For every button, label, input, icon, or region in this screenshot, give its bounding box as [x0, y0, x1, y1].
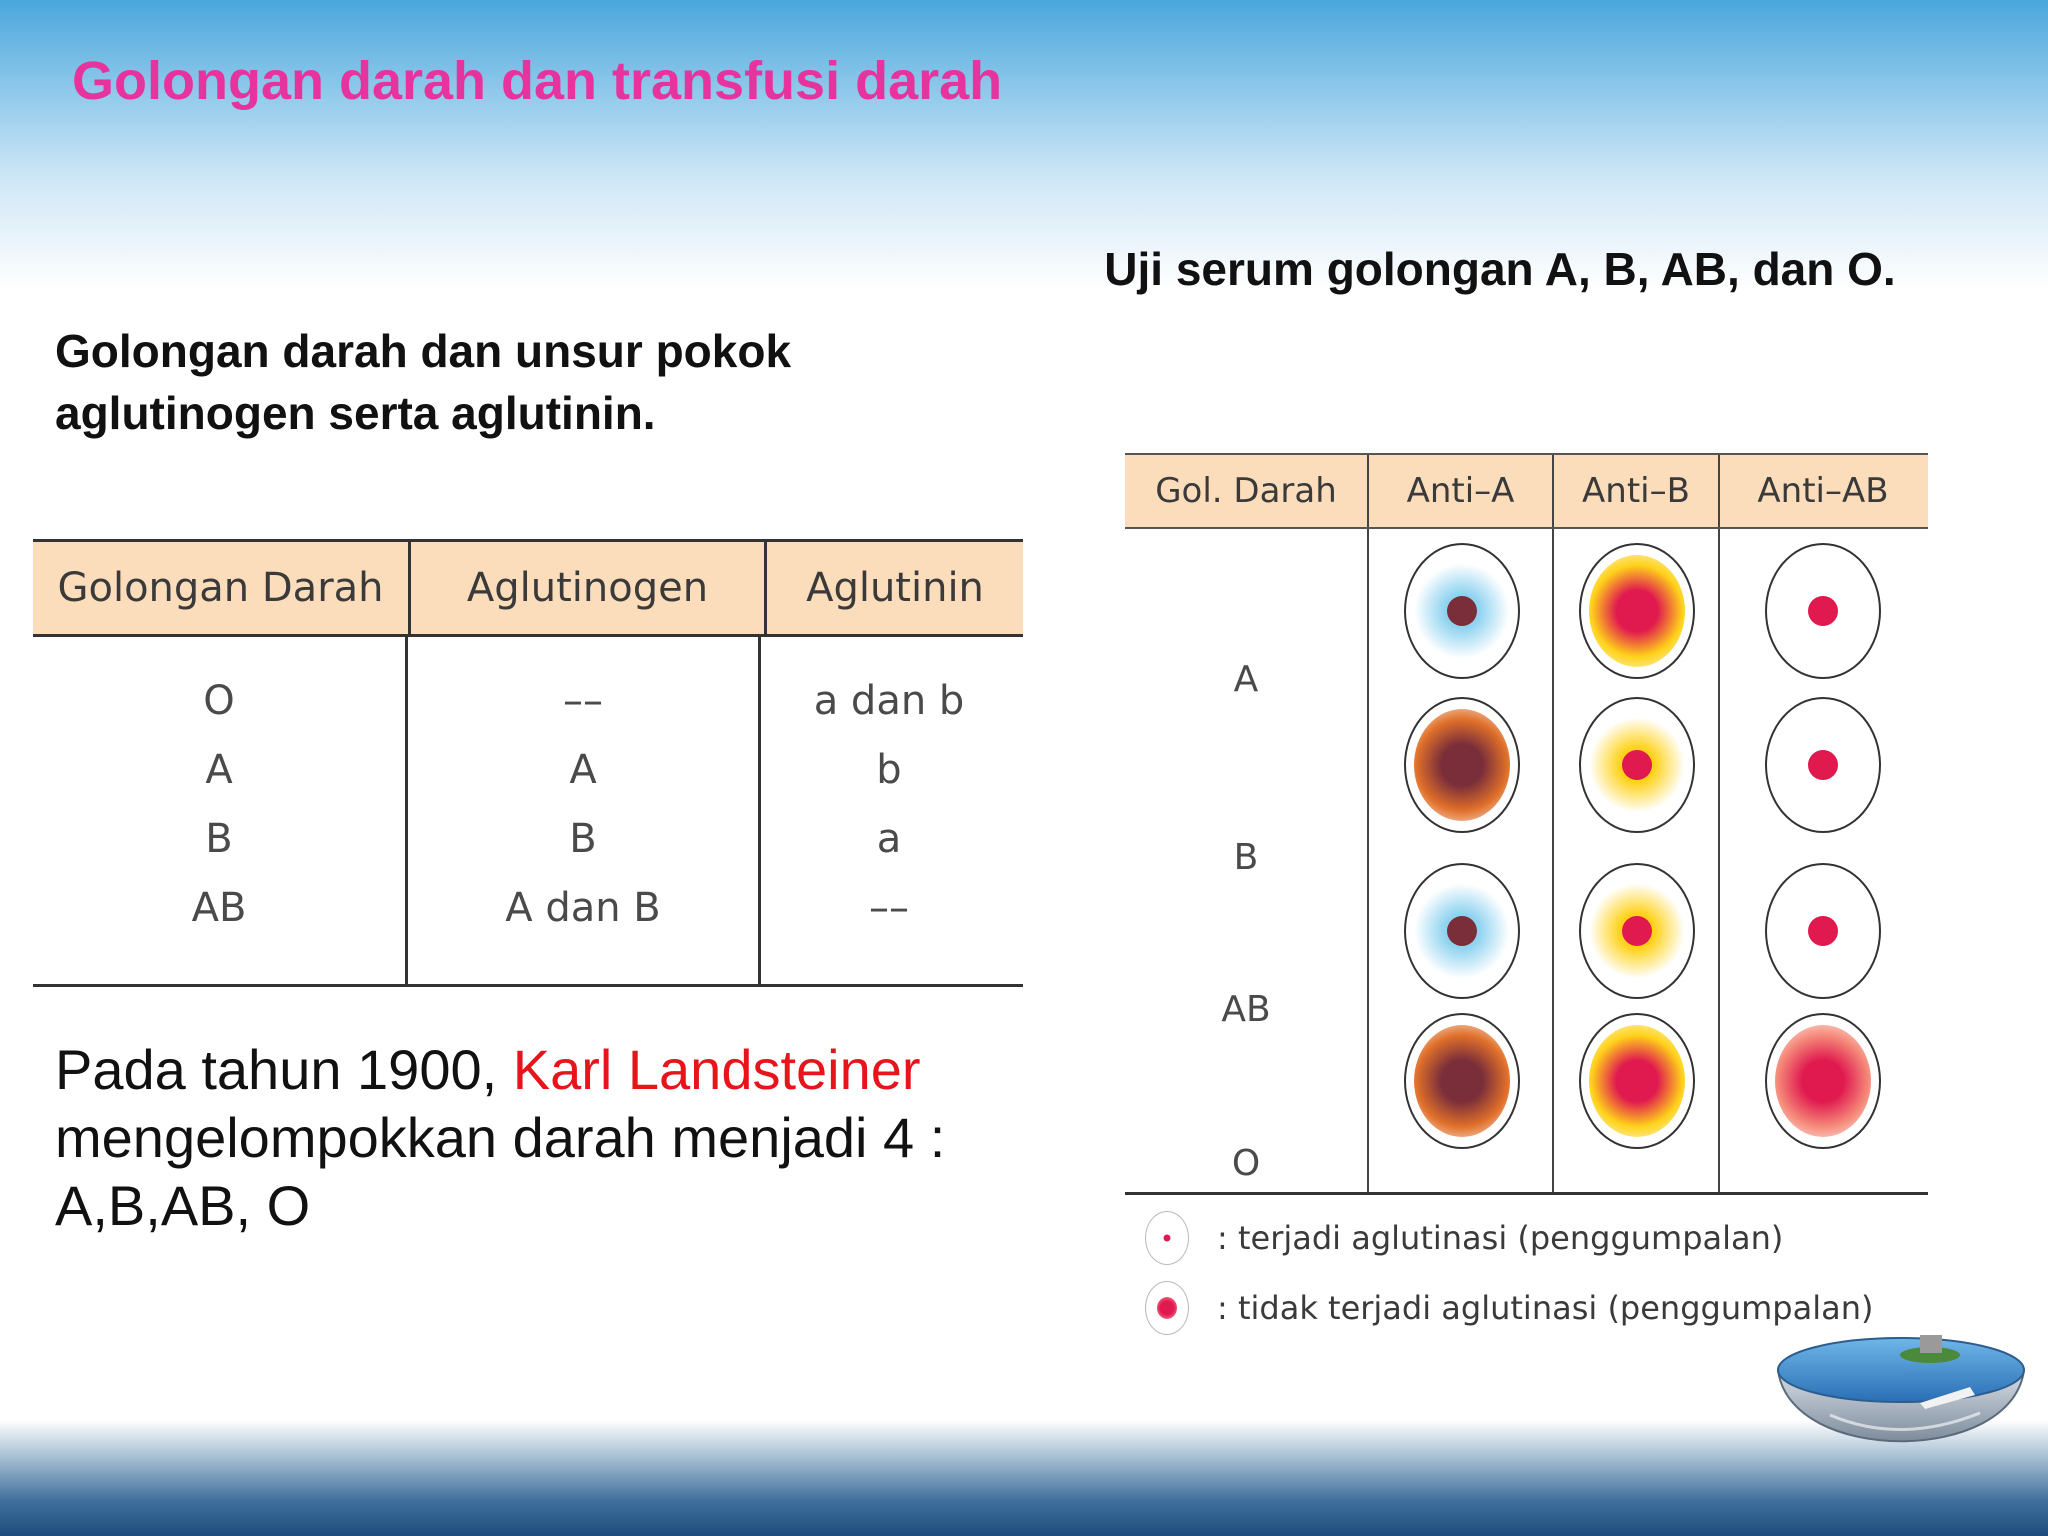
left-section-heading: Golongan darah dan unsur pokok aglutinogen serta aglutinin. [55, 325, 792, 439]
slide-title: Golongan darah dan transfusi darah [72, 51, 1003, 111]
table-cell: A [205, 747, 233, 793]
header-anti-a: Anti–A [1369, 455, 1554, 527]
test-dish-icon [1404, 697, 1520, 833]
table-cell: AB [191, 885, 247, 931]
header-gol-darah: Gol. Darah [1125, 455, 1369, 527]
table-cell: –– [869, 885, 909, 931]
test-dish-icon [1404, 543, 1520, 679]
diffuse-sample-icon [1775, 1025, 1871, 1137]
clumped-sample-icon [1808, 750, 1838, 780]
clumped-sample-icon [1447, 596, 1477, 626]
header-anti-ab: Anti–AB [1757, 471, 1889, 511]
table-cell: b [876, 747, 902, 793]
column-anti-a [1369, 529, 1554, 1192]
legend-item-not-agglutinated [1145, 1280, 1873, 1336]
clumped-sample-icon [1622, 750, 1652, 780]
diffuse-sample-icon [1589, 555, 1685, 667]
table-cell: O [203, 678, 235, 724]
header-anti-b: Anti–B [1554, 455, 1720, 527]
legend-item-agglutinated [1145, 1210, 1783, 1266]
legend-dish-icon [1145, 1211, 1189, 1265]
test-dish-icon [1579, 543, 1695, 679]
table-cell: a dan b [813, 678, 965, 724]
table-cell: A [569, 747, 597, 793]
blood-group-table-body [33, 637, 1023, 984]
serum-test-table-header [1125, 455, 1928, 529]
agglutination-legend [1145, 1205, 1945, 1345]
row-label-a: A [1233, 659, 1259, 700]
agglutination-dot-icon [1164, 1235, 1171, 1242]
legend-text: : tidak terjadi aglutinasi (penggumpalan) [1217, 1289, 1874, 1327]
diffuse-sample-icon [1589, 1025, 1685, 1137]
clumped-sample-icon [1622, 916, 1652, 946]
column-aglutinogen [408, 637, 761, 984]
table-cell: –– [563, 678, 603, 724]
column-gol-darah [1125, 529, 1369, 1192]
paragraph-text-before: Pada tahun 1900, [55, 1038, 513, 1101]
paragraph-highlight-name: Karl Landsteiner [512, 1038, 921, 1101]
diffuse-sample-icon [1414, 1025, 1510, 1137]
row-label-o: O [1231, 1143, 1261, 1184]
row-label-ab: AB [1221, 989, 1271, 1030]
test-dish-icon [1579, 697, 1695, 833]
no-agglutination-spot-icon [1157, 1297, 1177, 1319]
footer-gradient-band [0, 1420, 2048, 1536]
serum-test-table-body [1125, 529, 1928, 1192]
clumped-sample-icon [1808, 596, 1838, 626]
header-golongan-darah: Golongan Darah [33, 542, 411, 634]
header-aglutinogen: Aglutinogen [411, 542, 767, 634]
globe-bowl-icon [1770, 1325, 2032, 1490]
column-golongan-darah [33, 637, 408, 984]
legend-dish-icon [1145, 1281, 1189, 1335]
legend-text: : terjadi aglutinasi (penggumpalan) [1217, 1219, 1784, 1257]
table-cell: A dan B [505, 885, 661, 931]
test-dish-icon [1579, 863, 1695, 999]
clumped-sample-icon [1808, 916, 1838, 946]
landsteiner-paragraph [55, 1036, 975, 1240]
blood-group-table [33, 539, 1023, 987]
table-cell: B [205, 816, 233, 862]
test-dish-icon [1765, 1013, 1881, 1149]
clumped-sample-icon [1447, 916, 1477, 946]
paragraph-text-after: mengelompokkan darah menjadi 4 : A,B,AB, O [55, 1106, 946, 1237]
serum-test-table [1125, 453, 1928, 1195]
table-cell: a [876, 816, 902, 862]
test-dish-icon [1404, 863, 1520, 999]
test-dish-icon [1765, 543, 1881, 679]
test-dish-icon [1404, 1013, 1520, 1149]
test-dish-icon [1765, 697, 1881, 833]
test-dish-icon [1765, 863, 1881, 999]
header-aglutinin: Aglutinin [806, 565, 984, 611]
column-aglutinin [761, 637, 1017, 984]
blood-group-table-header [33, 542, 1023, 637]
right-section-heading: Uji serum golongan A, B, AB, dan O. [1104, 243, 1896, 295]
row-label-b: B [1233, 837, 1259, 878]
test-dish-icon [1579, 1013, 1695, 1149]
table-cell: B [569, 816, 597, 862]
column-anti-b [1554, 529, 1720, 1192]
diffuse-sample-icon [1414, 709, 1510, 821]
column-anti-ab [1720, 529, 1926, 1192]
